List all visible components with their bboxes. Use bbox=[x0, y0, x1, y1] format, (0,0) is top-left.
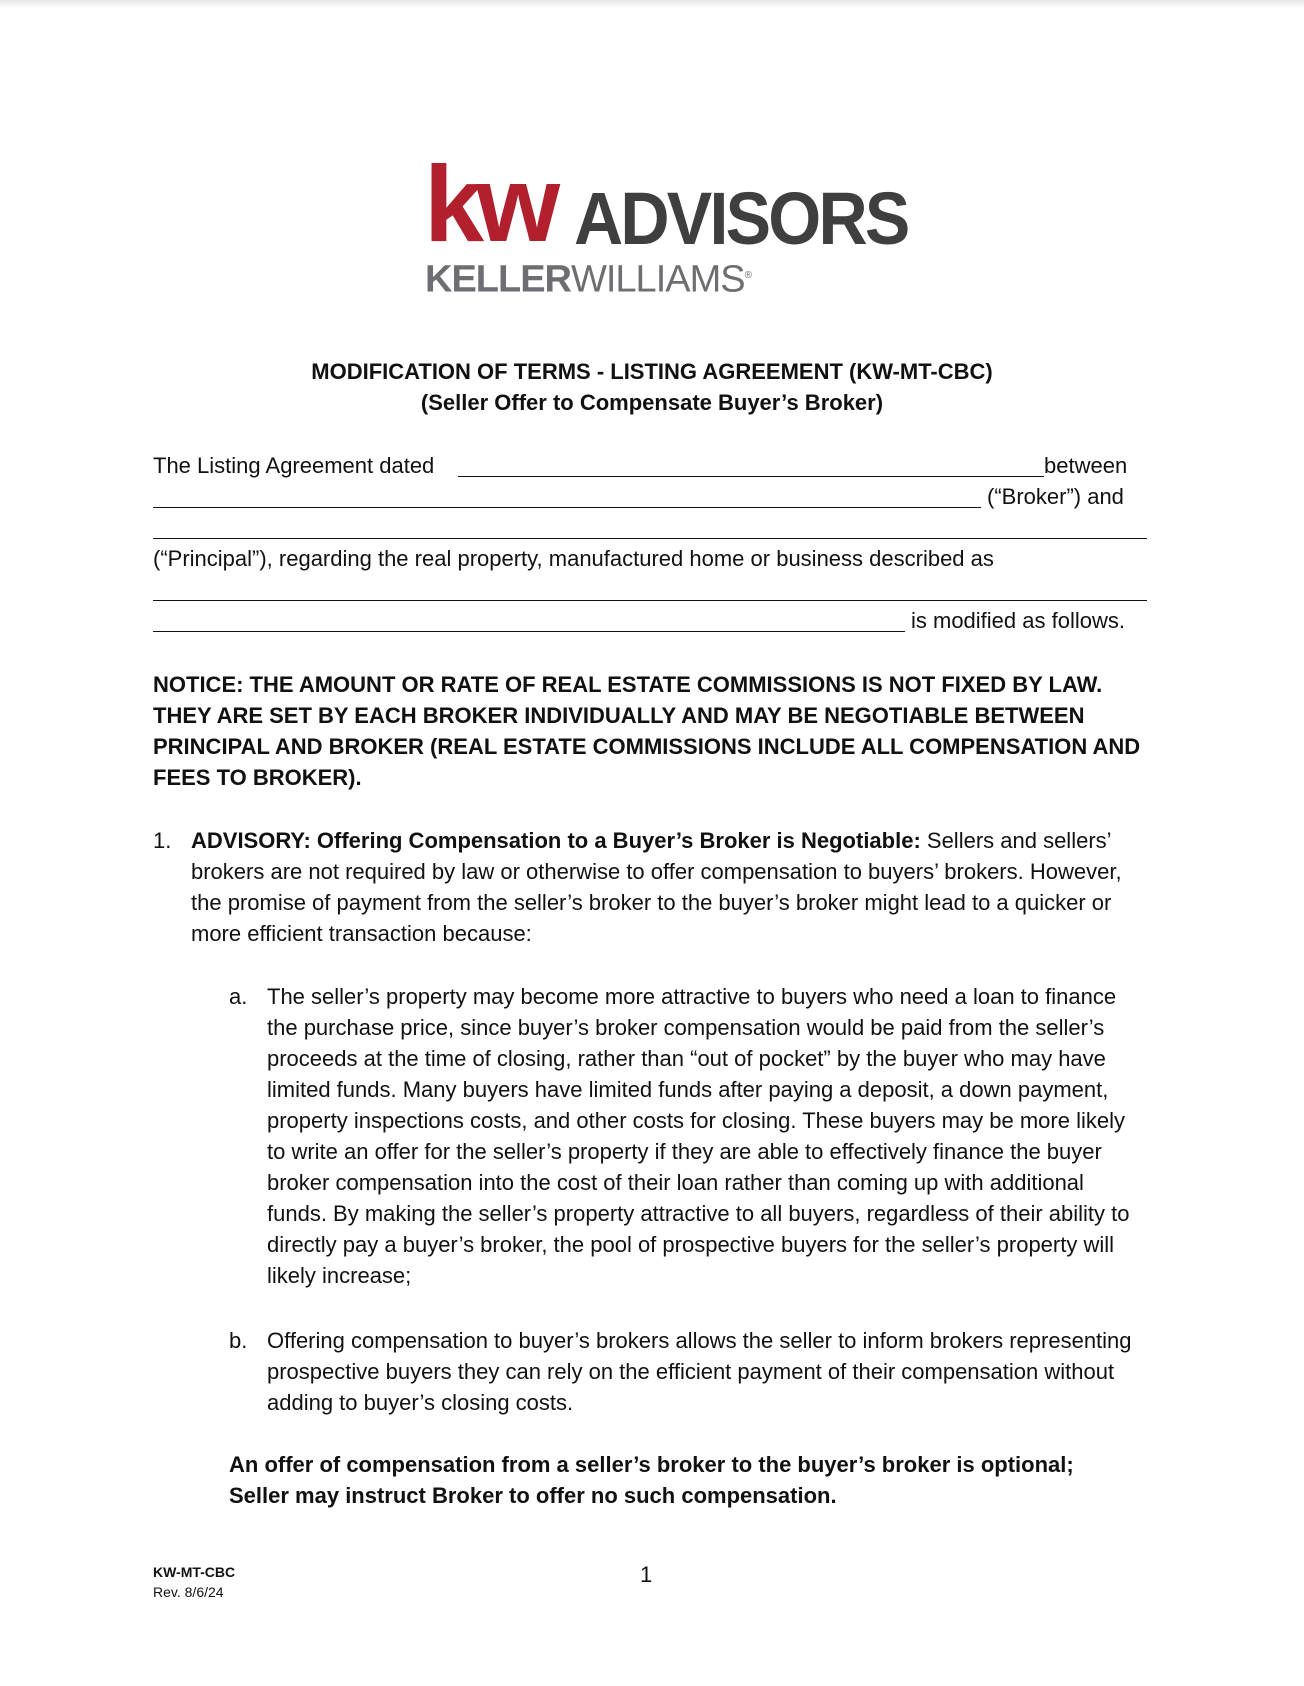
footer-form-code: KW-MT-CBC bbox=[153, 1564, 236, 1580]
item-number: 1. bbox=[153, 828, 172, 853]
broker-name-blank[interactable] bbox=[153, 507, 981, 508]
sub-item-b-text: Offering compensation to buyer’s brokers allows the seller to inform brokers representing prospective buyers they can rely on the efficient payment of their compensation without adding to buyer’s closing costs. bbox=[267, 1328, 1132, 1415]
agreement-date-blank[interactable] bbox=[458, 476, 1044, 477]
logo-registered-mark: ® bbox=[744, 270, 751, 281]
principal-name-blank[interactable] bbox=[153, 538, 1147, 539]
sub-item-b-letter: b. bbox=[229, 1328, 248, 1353]
kw-advisors-logo bbox=[424, 143, 908, 301]
page-number: 1 bbox=[640, 1562, 653, 1587]
item-heading: ADVISORY: Offering Compensation to a Buyer’s Broker is Negotiable: bbox=[191, 828, 921, 853]
logo-keller-williams-text bbox=[425, 256, 751, 300]
dated-label: The Listing Agreement dated bbox=[153, 453, 435, 478]
logo-williams: WILLIAMS bbox=[571, 258, 745, 301]
document-title-line1: MODIFICATION OF TERMS - LISTING AGREEMENT (KW-MT-CBC) bbox=[311, 359, 993, 384]
logo-keller: KELLER bbox=[425, 258, 571, 301]
between-label: between bbox=[1044, 453, 1128, 478]
document-title bbox=[0, 356, 1304, 418]
property-description-blank-2[interactable] bbox=[153, 631, 905, 632]
property-description-blank-1[interactable] bbox=[153, 600, 1147, 601]
item-body: Sellers and sellers’ brokers are not required by law or otherwise to offer compensation to buyers’ brokers. However, the promise of payment from the seller’s broker to the buyer’s broker might lead to a quicker or more efficient transaction because: bbox=[191, 828, 1122, 946]
sub-item-a-text: The seller’s property may become more attractive to buyers who need a loan to finance the purchase price, since buyer’s broker compensation would be paid from the seller’s proceeds at the time of closing, rather than “out of pocket” by the buyer who may have limited funds. Many buyers have limited funds after paying a deposit, a down payment, property inspections costs, and other costs for closing. These buyers may be more likely to write an offer for the seller’s property if they are able to effectively finance the buyer broker compensation into the cost of their loan rather than coming up with additional funds. By making the seller’s property attractive to all buyers, regardless of their ability to directly pay a buyer’s broker, the pool of prospective buyers for the seller’s property will likely increase; bbox=[267, 984, 1130, 1288]
item-text bbox=[191, 825, 1151, 949]
broker-label: (“Broker”) and bbox=[987, 484, 1124, 509]
commission-notice: NOTICE: THE AMOUNT OR RATE OF REAL ESTATE COMMISSIONS IS NOT FIXED BY LAW. THEY ARE SET BY EACH BROKER INDIVIDUALLY AND MAY BE NEGOTIABLE BETWEEN PRINCIPAL AND BROKER (REAL ESTATE COMMISSIONS INCLUDE ALL COMPENSATION AND FEES TO BROKER). bbox=[153, 672, 1141, 790]
footer-revision: Rev. 8/6/24 bbox=[153, 1584, 224, 1600]
document-title-line2: (Seller Offer to Compensate Buyer’s Broker) bbox=[420, 390, 884, 415]
logo-advisors-text: ADVISORS bbox=[574, 177, 908, 260]
principal-label: (“Principal”), regarding the real property, manufactured home or business described as bbox=[153, 546, 994, 571]
modified-label: is modified as follows. bbox=[911, 608, 1125, 633]
optional-compensation-statement: An offer of compensation from a seller’s broker to the buyer’s broker is optional; Seller may instruct Broker to offer no such compensation. bbox=[229, 1452, 1074, 1508]
sub-item-a-letter: a. bbox=[229, 984, 248, 1009]
logo-kw-mark: kw bbox=[424, 143, 553, 264]
